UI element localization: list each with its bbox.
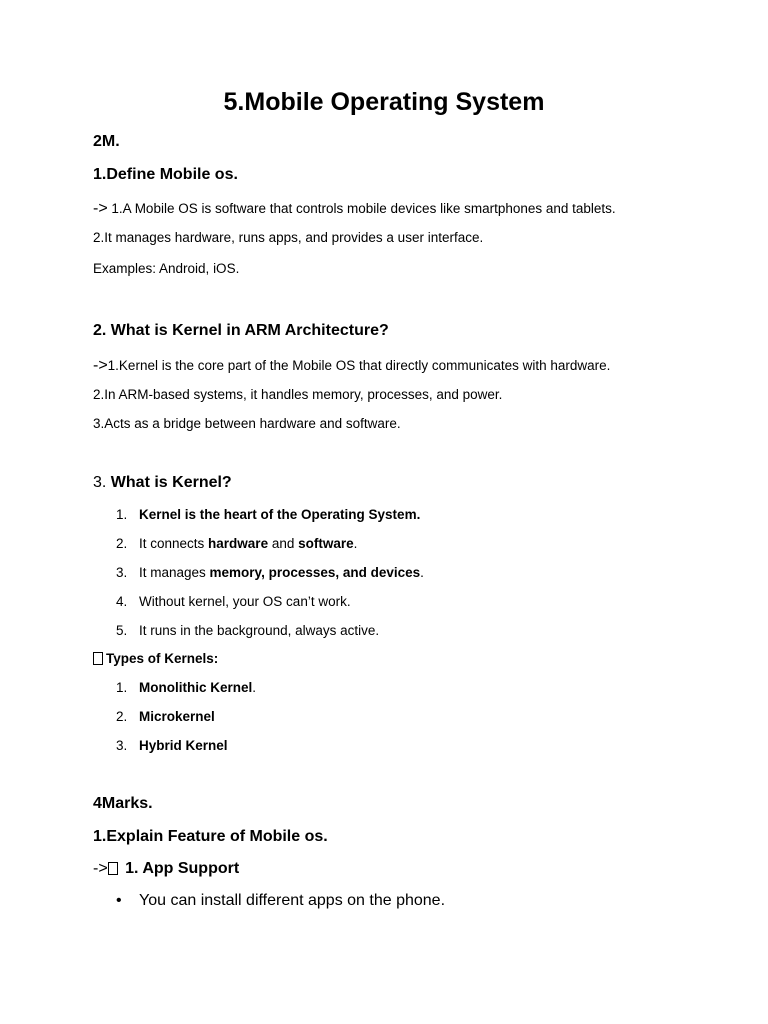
list-item	[116, 536, 357, 551]
list-number: 3.	[116, 738, 128, 753]
q4-heading: 1.Explain Feature of Mobile os.	[93, 828, 328, 845]
arrow-text: ->	[93, 200, 108, 217]
q1-line1-text: 1.A Mobile OS is software that controls mobile devices like smartphones and tablets.	[107, 201, 616, 216]
section-4marks-heading: 4Marks.	[93, 795, 153, 812]
arrow-text: ->	[93, 357, 108, 374]
list-item	[116, 709, 215, 724]
bullet-text: You can install different apps on the phone.	[139, 892, 446, 909]
list-text: It connects	[139, 536, 209, 551]
list-item	[116, 738, 228, 753]
list-number: 1.	[116, 680, 128, 695]
bullet-icon: •	[116, 892, 122, 909]
section-2m-heading: 2M.	[93, 133, 120, 150]
list-text-bold: hardware	[208, 536, 269, 551]
app-support-heading	[93, 860, 239, 878]
list-text: Without kernel, your OS can’t work.	[139, 594, 351, 609]
list-text-bold: Hybrid Kernel	[139, 738, 228, 753]
app-support-text: 1. App Support	[120, 860, 240, 877]
list-text: and	[268, 536, 299, 551]
list-text-bold: Microkernel	[139, 709, 215, 724]
page-title: 5.Mobile Operating System	[223, 88, 545, 116]
q1-answer-line3: Examples: Android, iOS.	[93, 261, 240, 276]
q1-answer-line1	[93, 200, 616, 218]
list-text: It runs in the background, always active.	[139, 623, 380, 638]
list-item	[116, 507, 420, 522]
list-text: .	[420, 565, 424, 580]
list-item	[116, 680, 256, 695]
q1-heading: 1.Define Mobile os.	[93, 166, 238, 183]
list-item	[116, 623, 379, 638]
list-number: 1.	[116, 507, 128, 522]
list-item	[116, 594, 351, 609]
q3-heading	[93, 474, 232, 492]
q2-answer-line2: 2.In ARM-based systems, it handles memory, processes, and power.	[93, 387, 503, 402]
list-number: 4.	[116, 594, 128, 609]
bullet-item	[116, 892, 445, 910]
q1-answer-line2: 2.It manages hardware, runs apps, and provides a user interface.	[93, 230, 484, 245]
list-text-bold: memory, processes, and devices	[209, 565, 421, 580]
arrow-text: ->	[93, 860, 108, 877]
list-text-bold: Monolithic Kernel	[139, 680, 253, 695]
list-item	[116, 565, 424, 580]
types-heading	[93, 651, 218, 666]
q2-heading: 2. What is Kernel in ARM Architecture?	[93, 322, 389, 339]
q2-line1-text: 1.Kernel is the core part of the Mobile OS that directly communicates with hardware.	[107, 358, 611, 373]
q3-heading-text: What is Kernel?	[110, 474, 232, 491]
list-text: .	[252, 680, 257, 695]
q3-prefix: 3.	[93, 474, 111, 491]
list-number: 3.	[116, 565, 128, 580]
list-number: 5.	[116, 623, 128, 638]
missing-glyph-icon	[108, 862, 118, 875]
list-text: Kernel is the heart of the Operating System.	[139, 507, 421, 522]
q2-answer-line3: 3.Acts as a bridge between hardware and software.	[93, 416, 401, 431]
missing-glyph-icon	[93, 652, 103, 665]
list-number: 2.	[116, 709, 128, 724]
list-text-bold: software	[298, 536, 354, 551]
types-heading-text: Types of Kernels:	[106, 651, 219, 666]
q2-answer-line1	[93, 357, 610, 375]
list-number: 2.	[116, 536, 128, 551]
list-text: .	[353, 536, 358, 551]
list-text: It manages	[139, 565, 210, 580]
